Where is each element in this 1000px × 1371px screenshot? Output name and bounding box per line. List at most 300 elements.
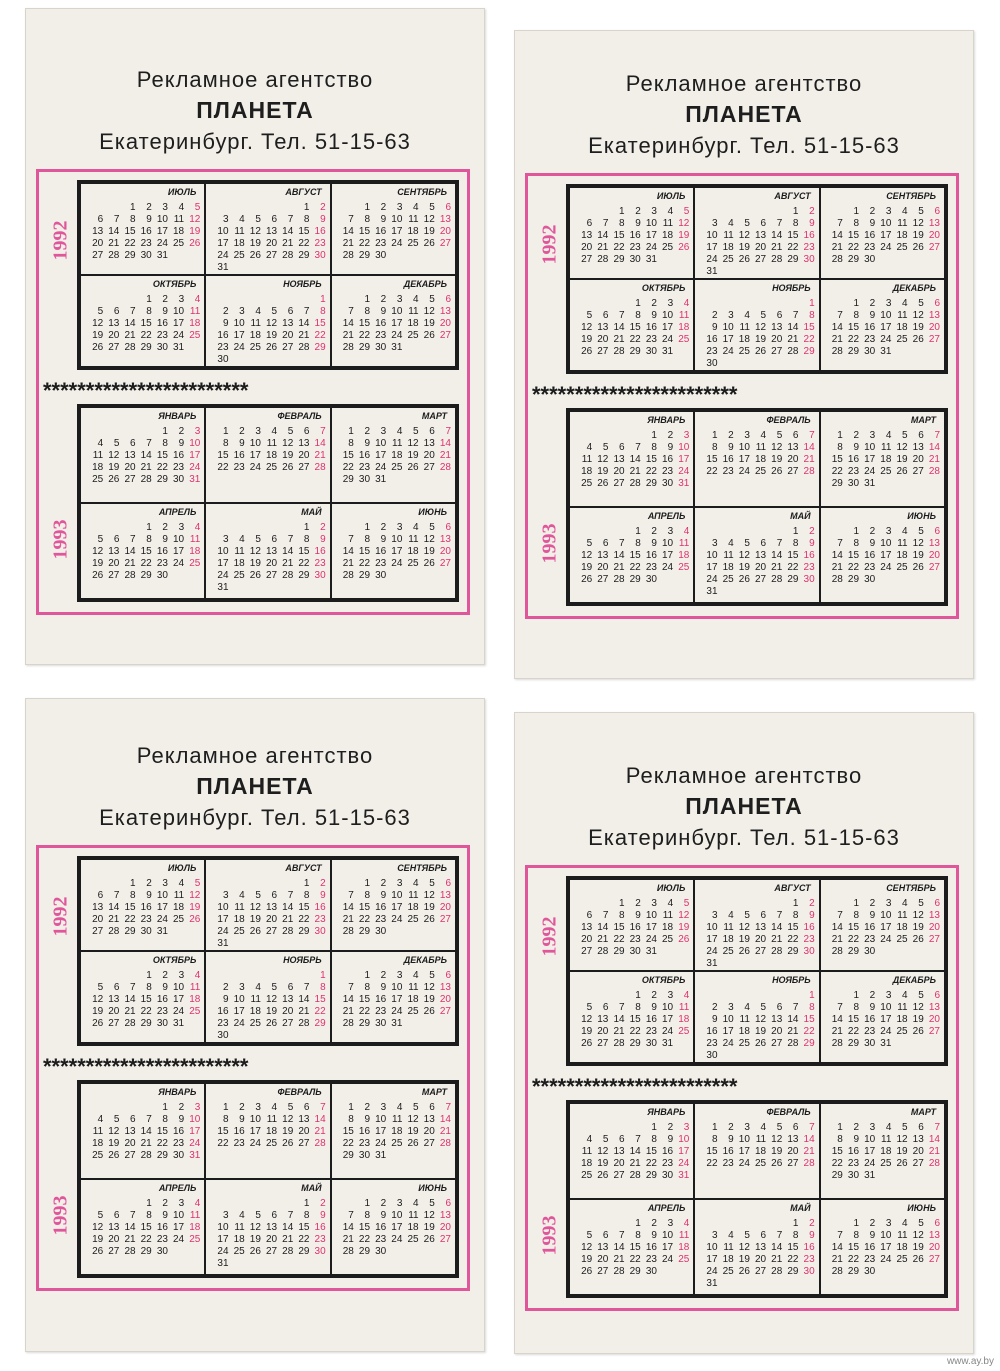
day-number: 7: [619, 1002, 625, 1013]
day-number: 5: [429, 878, 435, 889]
day-number: [718, 358, 734, 370]
day-number: 4: [586, 442, 593, 453]
day-number: 12: [249, 1222, 261, 1233]
day-number: 5: [194, 202, 201, 213]
day-number: 21: [282, 1234, 294, 1245]
day-number: 2: [869, 898, 876, 909]
day-number: [766, 298, 782, 310]
day-number: 29: [156, 1150, 168, 1161]
week-row: [87, 342, 200, 354]
day-number: 13: [92, 902, 104, 913]
day-number: 12: [249, 226, 261, 237]
day-number: 23: [706, 1038, 718, 1049]
day-number: 6: [287, 982, 294, 993]
day-number: 3: [396, 1198, 403, 1209]
day-number: 19: [738, 242, 750, 253]
day-number: 26: [581, 346, 593, 357]
month-days: [87, 1102, 200, 1162]
day-number: 1: [364, 202, 371, 213]
month-days: [212, 522, 325, 594]
day-number: 6: [760, 910, 767, 921]
day-number: 15: [847, 922, 860, 933]
day-number: 17: [662, 1014, 674, 1025]
day-number: 26: [754, 1038, 767, 1049]
month-days: [338, 970, 451, 1030]
day-number: 23: [722, 466, 734, 477]
day-number: 23: [803, 934, 815, 945]
day-number: 5: [287, 1102, 294, 1113]
day-number: 10: [706, 922, 718, 933]
month-name: ИЮНЬ: [907, 1203, 936, 1213]
day-number: 2: [146, 202, 152, 213]
day-number: 3: [255, 1102, 261, 1113]
day-number: 13: [754, 230, 767, 241]
day-number: [891, 478, 907, 490]
day-number: 26: [678, 242, 690, 253]
day-number: 28: [597, 254, 609, 265]
day-number: 23: [314, 914, 326, 925]
week-row: [576, 1026, 689, 1038]
day-number: 11: [408, 1210, 419, 1221]
day-number: 14: [314, 1114, 326, 1125]
day-number: 28: [787, 346, 799, 357]
day-number: 3: [651, 206, 657, 217]
day-number: 26: [423, 330, 435, 341]
week-row: [338, 202, 451, 214]
day-number: 9: [869, 910, 876, 921]
week-row: [338, 330, 451, 342]
day-number: 20: [787, 454, 799, 465]
day-number: 29: [140, 1246, 152, 1257]
day-number: [908, 478, 924, 490]
week-row: [338, 462, 451, 474]
day-number: [734, 898, 750, 910]
month-days: [701, 990, 814, 1062]
day-number: [701, 990, 717, 1002]
day-number: 27: [108, 1246, 120, 1257]
week-row: [701, 1122, 814, 1134]
day-number: 16: [156, 1222, 168, 1233]
day-number: 2: [728, 1122, 734, 1133]
day-number: 17: [391, 226, 403, 237]
day-number: 28: [629, 478, 641, 489]
day-number: 11: [678, 1230, 690, 1241]
week-row: [827, 1146, 940, 1158]
day-number: 24: [233, 342, 245, 353]
month-cell: [820, 187, 945, 279]
week-row: [701, 1218, 814, 1230]
day-number: 15: [706, 454, 718, 465]
day-number: 17: [391, 318, 403, 329]
day-number: 22: [613, 242, 625, 253]
day-number: 17: [217, 558, 229, 569]
day-number: [87, 1102, 103, 1114]
day-number: 2: [651, 990, 657, 1001]
day-number: 9: [651, 1230, 657, 1241]
week-row: [212, 1018, 325, 1030]
day-number: 15: [140, 546, 152, 557]
day-number: 2: [380, 522, 387, 533]
month-name: ФЕВРАЛЬ: [766, 1107, 811, 1117]
day-number: 5: [413, 1102, 419, 1113]
day-number: 9: [728, 442, 734, 453]
day-number: 3: [885, 990, 892, 1001]
day-number: 11: [897, 1230, 908, 1241]
day-number: 23: [375, 330, 387, 341]
day-number: 31: [391, 342, 403, 353]
day-number: 20: [124, 1138, 136, 1149]
month-cell: [694, 971, 819, 1063]
week-row: [338, 1006, 451, 1018]
day-number: 28: [771, 254, 783, 265]
day-number: 28: [124, 570, 136, 581]
day-number: 11: [92, 1126, 104, 1137]
day-number: 26: [912, 1254, 924, 1265]
day-number: [229, 1198, 245, 1210]
week-row: [701, 1230, 814, 1242]
day-number: 24: [880, 334, 892, 345]
day-number: 1: [853, 298, 860, 309]
month-cell: [205, 951, 330, 1043]
day-number: 24: [645, 242, 657, 253]
day-number: [891, 346, 907, 358]
month-days: [212, 878, 325, 950]
day-number: 21: [787, 1026, 799, 1037]
day-number: 8: [792, 1230, 799, 1241]
day-number: 10: [645, 218, 657, 229]
day-number: [245, 1030, 261, 1042]
day-number: 13: [282, 318, 294, 329]
day-number: 19: [92, 1234, 104, 1245]
day-number: 21: [439, 1126, 451, 1137]
day-number: 24: [722, 1038, 734, 1049]
day-number: 12: [189, 890, 201, 901]
week-row: [701, 1134, 814, 1146]
day-number: 23: [706, 346, 718, 357]
day-number: 3: [885, 298, 892, 309]
day-number: 5: [602, 1134, 609, 1145]
day-number: 17: [880, 230, 892, 241]
day-number: 25: [92, 1150, 104, 1161]
month-days: [827, 898, 940, 958]
day-number: 6: [97, 890, 104, 901]
month-cell: [820, 279, 945, 371]
day-number: 26: [108, 474, 120, 485]
day-number: 12: [771, 442, 783, 453]
month-cell: [569, 507, 694, 603]
day-number: 27: [108, 342, 120, 353]
day-number: 3: [728, 310, 734, 321]
day-number: 9: [222, 318, 229, 329]
day-number: 30: [140, 926, 152, 937]
day-number: [245, 354, 261, 366]
week-row: [87, 1198, 200, 1210]
day-number: 6: [445, 970, 451, 981]
day-number: 14: [108, 226, 120, 237]
day-number: [309, 262, 325, 274]
day-number: [184, 570, 200, 582]
day-number: 11: [266, 438, 278, 449]
day-number: 4: [396, 426, 403, 437]
day-number: 30: [375, 570, 387, 581]
day-number: 26: [282, 462, 294, 473]
day-number: 1: [320, 970, 326, 981]
day-number: 30: [803, 946, 815, 957]
day-number: 18: [173, 902, 185, 913]
day-number: [87, 970, 103, 982]
day-number: 3: [396, 202, 403, 213]
week-row: [701, 358, 814, 370]
day-number: 4: [178, 878, 185, 889]
day-number: 4: [683, 526, 690, 537]
day-number: 11: [723, 550, 734, 561]
week-row: [827, 1158, 940, 1170]
week-row: [212, 1222, 325, 1234]
day-number: 3: [239, 982, 245, 993]
day-number: [718, 958, 734, 970]
day-number: 17: [880, 1014, 892, 1025]
day-number: 20: [92, 914, 104, 925]
day-number: 26: [423, 1006, 435, 1017]
day-number: 5: [113, 438, 120, 449]
day-number: 28: [108, 250, 120, 261]
day-number: 8: [364, 1210, 371, 1221]
day-number: 16: [864, 322, 876, 333]
day-number: 15: [787, 550, 799, 561]
week-row: [338, 226, 451, 238]
day-number: 7: [934, 1122, 940, 1133]
day-number: [657, 574, 673, 586]
day-number: 17: [173, 546, 185, 557]
day-number: 2: [711, 1002, 718, 1013]
day-number: 7: [635, 442, 641, 453]
day-number: 6: [429, 1102, 435, 1113]
day-number: 4: [413, 522, 419, 533]
month-cell: [694, 1199, 819, 1295]
week-row: [212, 318, 325, 330]
day-number: 26: [912, 1026, 924, 1037]
day-number: 2: [635, 898, 641, 909]
day-number: 7: [635, 1134, 641, 1145]
day-number: [750, 898, 766, 910]
day-number: 11: [678, 1002, 690, 1013]
week-row: [827, 206, 940, 218]
day-number: 27: [124, 1150, 136, 1161]
week-row: [576, 442, 689, 454]
day-number: 18: [173, 226, 185, 237]
day-number: 8: [146, 306, 152, 317]
week-row: [87, 1126, 200, 1138]
day-number: 9: [853, 442, 860, 453]
day-number: 13: [597, 322, 609, 333]
month-days: [87, 970, 200, 1030]
day-number: 20: [265, 1234, 278, 1245]
day-number: 26: [407, 462, 419, 473]
day-number: 23: [645, 562, 657, 573]
day-number: 30: [629, 254, 641, 265]
day-number: [293, 970, 309, 982]
day-number: 6: [303, 1102, 310, 1113]
day-number: 8: [837, 1134, 843, 1145]
day-number: 16: [803, 1242, 815, 1253]
day-number: [798, 358, 814, 370]
day-number: 29: [831, 1170, 843, 1181]
day-number: 21: [771, 242, 783, 253]
day-number: 2: [711, 310, 718, 321]
day-number: [924, 946, 940, 958]
day-number: 17: [375, 1126, 387, 1137]
day-number: [229, 294, 245, 306]
day-number: 23: [233, 462, 245, 473]
week-row: [212, 330, 325, 342]
day-number: 21: [613, 562, 625, 573]
day-number: 19: [249, 558, 261, 569]
day-number: 6: [445, 522, 451, 533]
week-row: [212, 438, 325, 450]
day-number: 6: [271, 1210, 278, 1221]
day-number: 2: [809, 526, 815, 537]
week-row: [576, 1266, 689, 1278]
day-number: [245, 522, 261, 534]
day-number: 2: [853, 430, 860, 441]
day-number: 20: [597, 1026, 609, 1037]
day-number: 24: [662, 562, 674, 573]
day-number: [782, 958, 798, 970]
day-number: 7: [287, 890, 294, 901]
day-number: 12: [282, 1114, 294, 1125]
day-number: [435, 342, 451, 354]
day-number: 13: [108, 994, 120, 1005]
day-number: 18: [662, 922, 674, 933]
day-number: 6: [934, 1218, 940, 1229]
week-row: [87, 238, 200, 250]
week-row: [212, 582, 325, 594]
day-number: 12: [108, 1126, 120, 1137]
day-number: 6: [586, 218, 593, 229]
month-cell: [205, 1083, 330, 1179]
day-number: 14: [342, 902, 354, 913]
day-number: 2: [146, 878, 152, 889]
month-name: МАЙ: [301, 1183, 322, 1193]
day-number: 30: [864, 1038, 876, 1049]
day-number: 6: [130, 1114, 136, 1125]
day-number: 26: [423, 558, 435, 569]
week-row: [576, 934, 689, 946]
day-number: 27: [928, 334, 940, 345]
day-number: 24: [880, 1254, 892, 1265]
day-number: 11: [234, 902, 245, 913]
day-number: 24: [722, 346, 734, 357]
day-number: 14: [124, 1222, 136, 1233]
day-number: 8: [162, 1114, 168, 1125]
day-number: 28: [803, 466, 815, 477]
day-number: 18: [678, 550, 690, 561]
day-number: 23: [375, 1006, 387, 1017]
day-number: 24: [662, 1026, 674, 1037]
month-days: [701, 526, 814, 598]
day-number: 19: [92, 330, 104, 341]
day-number: 1: [130, 878, 136, 889]
day-number: 6: [429, 426, 435, 437]
city-phone: Екатеринбург. Тел. 51-15-63: [99, 805, 411, 830]
month-days: [827, 298, 940, 358]
day-number: [782, 586, 798, 598]
day-number: 13: [928, 310, 940, 321]
day-number: 17: [864, 454, 876, 465]
month-name: АВГУСТ: [285, 863, 322, 873]
day-number: 23: [629, 934, 641, 945]
day-number: 28: [613, 1038, 625, 1049]
day-number: 16: [358, 450, 371, 461]
week-row: [576, 538, 689, 550]
day-number: 16: [847, 1146, 860, 1157]
day-number: 20: [613, 1158, 625, 1169]
week-row: [701, 990, 814, 1002]
month-days: [701, 1218, 814, 1290]
day-number: [103, 1102, 119, 1114]
day-number: 29: [358, 250, 371, 261]
day-number: 15: [645, 1146, 657, 1157]
day-number: 16: [156, 994, 168, 1005]
week-row: [338, 926, 451, 938]
day-number: 5: [255, 214, 261, 225]
day-number: [229, 938, 245, 950]
month-days: [212, 426, 325, 474]
day-number: 20: [92, 238, 104, 249]
week-row: [827, 478, 940, 490]
day-number: [419, 926, 435, 938]
day-number: 1: [635, 1218, 641, 1229]
day-number: 24: [391, 330, 403, 341]
week-row: [576, 1038, 689, 1050]
day-number: [766, 898, 782, 910]
day-number: 27: [754, 1266, 767, 1277]
day-number: 29: [847, 1038, 860, 1049]
day-number: 10: [706, 230, 718, 241]
day-number: 10: [645, 910, 657, 921]
day-number: [261, 1030, 277, 1042]
day-number: [827, 898, 843, 910]
week-row: [87, 1150, 200, 1162]
day-number: 26: [265, 342, 278, 353]
day-number: 27: [754, 946, 767, 957]
day-number: 19: [581, 334, 593, 345]
day-number: 15: [298, 226, 310, 237]
day-number: 3: [885, 206, 892, 217]
day-number: 29: [358, 1018, 371, 1029]
week-row: [576, 206, 689, 218]
day-number: 26: [581, 574, 593, 585]
day-number: 19: [912, 322, 924, 333]
day-number: [261, 1198, 277, 1210]
day-number: 11: [581, 454, 593, 465]
day-number: 31: [217, 1258, 229, 1269]
day-number: 30: [864, 946, 876, 957]
months-grid: [566, 408, 948, 606]
day-number: 19: [912, 1014, 924, 1025]
day-number: 23: [864, 934, 876, 945]
day-number: 14: [928, 1134, 940, 1145]
week-row: [87, 890, 200, 902]
day-number: 15: [629, 550, 641, 561]
calendar-card: [514, 712, 974, 1354]
day-number: [212, 970, 228, 982]
day-number: 27: [928, 562, 940, 573]
day-number: [924, 1170, 940, 1182]
day-number: 4: [413, 1198, 419, 1209]
day-number: 6: [918, 1122, 924, 1133]
week-row: [212, 914, 325, 926]
